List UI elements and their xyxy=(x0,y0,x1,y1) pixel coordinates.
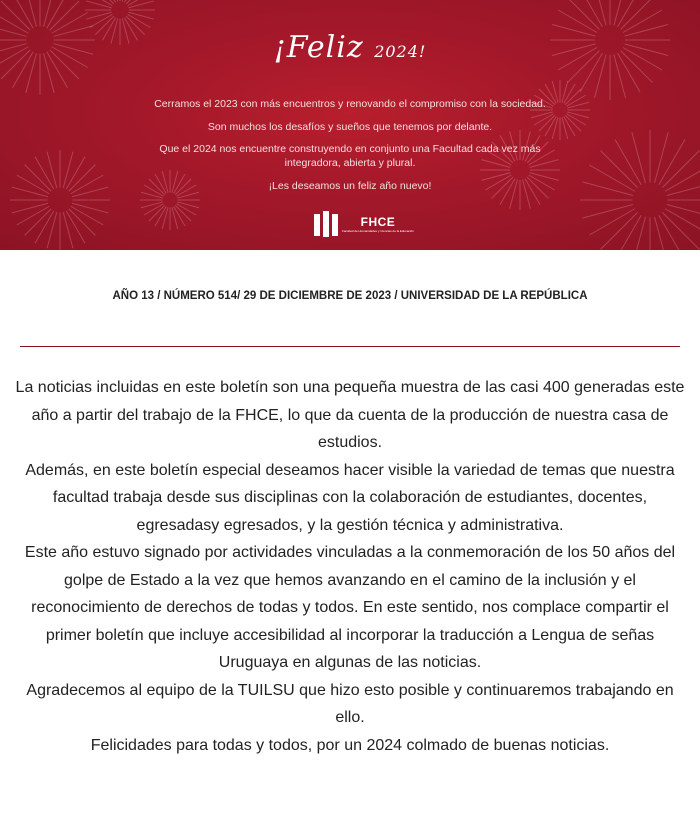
new-year-banner xyxy=(0,0,700,250)
banner-line: Son muchos los desafíos y sueños que tenemos por delante. xyxy=(207,121,493,133)
fhce-logo-icon xyxy=(314,211,338,237)
banner-line: Que el 2024 nos encuentre construyendo en conjunto una Facultad cada vez más xyxy=(159,143,541,155)
banner-line: integradora, abierta y plural. xyxy=(284,157,416,169)
intro-paragraph: Agradecemos al equipo de la TUILSU que hizo esto posible y continuaremos trabajando en ello. xyxy=(26,681,674,726)
intro-paragraph: La noticias incluidas en este boletín son una pequeña muestra de las casi 400 generadas este año a partir del trabajo de la FHCE, lo que da cuenta de la producción de nuestra casa de estudios. xyxy=(15,379,685,451)
divider xyxy=(20,346,680,347)
intro-text xyxy=(14,374,686,759)
banner-title xyxy=(0,30,700,65)
intro-paragraph: Este año estuvo signado por actividades vinculadas a la conmemoración de los 50 años del golpe de Estado a la vez que hemos avanzando en el camino de la inclusión y el reconocimiento de derechos de todas y todos. En este sentido, nos complace compartir el primer boletín que incluye accesibilidad al incorporar la traducción a Lengua de señas Uruguaya en algunas de las noticias. xyxy=(24,544,676,671)
banner-title-text: ¡Feliz xyxy=(273,30,364,65)
banner-title-year: 2024! xyxy=(374,42,427,61)
banner-line: ¡Les deseamos un feliz año nuevo! xyxy=(268,180,432,192)
intro-paragraph: Además, en este boletín especial deseamos hacer visible la variedad de temas que nuestra facultad trabaja desde sus disciplinas con la colaboración de estudiantes, docentes, egresadasy egresados, y la gestión técnica y administrativa. xyxy=(25,461,675,534)
banner-line: Cerramos el 2023 con más encuentros y renovando el compromiso con la sociedad. xyxy=(154,98,546,110)
fhce-logo xyxy=(314,211,414,237)
issue-line: AÑO 13 / NÚMERO 514/ 29 DE DICIEMBRE DE 2023 / UNIVERSIDAD DE LA REPÚBLICA xyxy=(112,290,588,302)
fhce-logo-subtext: Facultad de Humanidades y Ciencias de la Educación xyxy=(342,229,414,233)
fhce-logo-text: FHCE xyxy=(360,215,396,229)
intro-paragraph: Felicidades para todas y todos, por un 2024 colmado de buenas noticias. xyxy=(90,736,610,754)
